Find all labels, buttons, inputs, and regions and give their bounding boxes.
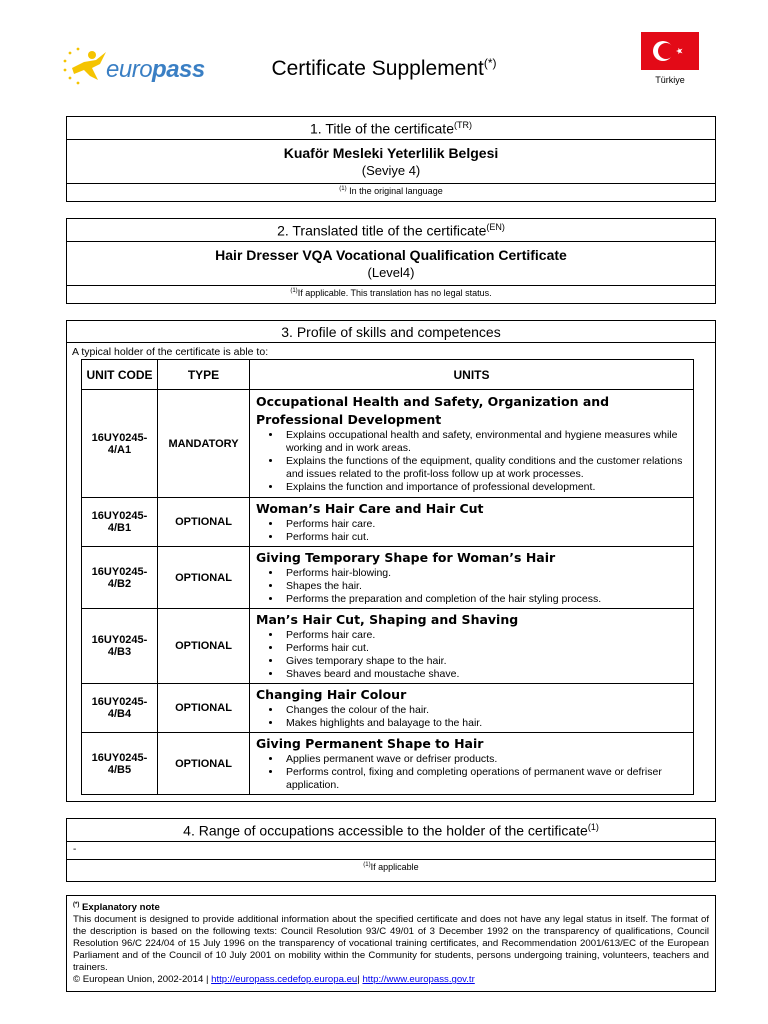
column-header-code: UNIT CODE xyxy=(82,360,158,390)
table-row xyxy=(82,547,694,609)
unit-title: Man’s Hair Cut, Shaping and Shaving xyxy=(256,612,519,627)
europass-wordmark: europass xyxy=(106,56,205,83)
competence-item: • Performs hair care. xyxy=(282,518,687,531)
competence-item: • Shaves beard and moustache shave. xyxy=(282,668,687,681)
footnote: $^{(1)}$If applicable. This translation has no legal status. xyxy=(290,287,492,298)
unit-type: MANDATORY xyxy=(158,390,250,498)
competence-list xyxy=(256,567,687,606)
intro-text: A typical holder of the certificate is able to: xyxy=(72,346,269,358)
certificate-title: Kuaför Mesleki Yeterlilik Belgesi xyxy=(283,144,499,161)
translated-title: Hair Dresser VQA Vocational Qualification Certificate xyxy=(215,246,567,263)
unit-type: OPTIONAL xyxy=(158,609,250,684)
unit-type: OPTIONAL xyxy=(158,547,250,609)
unit-description xyxy=(250,498,694,547)
competence-item: • Makes highlights and balayage to the hair. xyxy=(282,717,687,730)
unit-title: Woman’s Hair Care and Hair Cut xyxy=(256,501,484,516)
competence-item: • Performs hair-blowing. xyxy=(282,567,687,580)
unit-code: 16UY0245-4/B4 xyxy=(82,684,158,733)
table-row xyxy=(82,498,694,547)
unit-code: 16UY0245-4/B1 xyxy=(82,498,158,547)
competence-item: • Explains the function and importance of professional development. xyxy=(282,481,687,494)
table-row xyxy=(82,684,694,733)
unit-type: OPTIONAL xyxy=(158,684,250,733)
unit-code: 16UY0245-4/B3 xyxy=(82,609,158,684)
column-header-type: TYPE xyxy=(158,360,250,390)
translated-level: (Level4) xyxy=(367,264,415,280)
competence-list xyxy=(256,429,687,494)
competence-list xyxy=(256,753,687,792)
competence-item: • Performs the preparation and completion of the hair styling process. xyxy=(282,593,687,606)
unit-description xyxy=(250,547,694,609)
unit-title: Changing Hair Colour xyxy=(256,687,407,702)
occupations-value: - xyxy=(67,842,715,860)
cedefop-link[interactable]: http://europass.cedefop.europa.eu xyxy=(211,974,358,986)
section-certificate-title xyxy=(66,116,716,202)
competence-item: • Performs hair cut. xyxy=(282,642,687,655)
competence-item: • Performs hair care. xyxy=(282,629,687,642)
section-heading: 2. Translated title of the certificate$^{(EN)}$ xyxy=(67,219,715,242)
unit-code: 16UY0245-4/B2 xyxy=(82,547,158,609)
competence-item: • Performs hair cut. xyxy=(282,531,687,544)
section-occupations xyxy=(66,818,716,882)
unit-description xyxy=(250,733,694,795)
competence-item: • Changes the colour of the hair. xyxy=(282,704,687,717)
title-block xyxy=(67,242,715,286)
section-translated-title xyxy=(66,218,716,304)
section-heading: 3. Profile of skills and competences xyxy=(67,321,715,343)
competence-item: • Explains occupational health and safety, environmental and hygiene measures while working and in work areas. xyxy=(282,429,687,455)
unit-code: 16UY0245-4/B5 xyxy=(82,733,158,795)
competence-list xyxy=(256,518,687,544)
competence-list xyxy=(256,704,687,730)
footnote: $^{(1)}$If applicable xyxy=(363,861,419,872)
unit-title: Giving Temporary Shape for Woman’s Hair xyxy=(256,550,556,565)
competence-item: • Gives temporary shape to the hair. xyxy=(282,655,687,668)
table-row xyxy=(82,390,694,498)
column-header-units: UNITS xyxy=(250,360,694,390)
certificate-level: (Seviye 4) xyxy=(361,162,421,178)
section-heading: 1. Title of the certificate$^{(TR)}$ xyxy=(67,117,715,140)
table-row xyxy=(82,609,694,684)
unit-code: 16UY0245-4/A1 xyxy=(82,390,158,498)
page-title: Certificate Supplement(*) xyxy=(271,56,497,80)
unit-title: Occupational Health and Safety, Organization and Professional Development xyxy=(256,394,610,427)
turkey-flag-icon xyxy=(641,32,699,70)
footnote: $^{(1)}$ In the original language xyxy=(339,185,443,196)
title-block xyxy=(67,140,715,184)
explanatory-note xyxy=(66,895,716,992)
competence-item: • Shapes the hair. xyxy=(282,580,687,593)
europass-gov-link[interactable]: http://www.europass.gov.tr xyxy=(362,974,475,986)
skills-table xyxy=(81,359,694,795)
competence-item: • Explains the functions of the equipment, quality conditions and the customer relations and issues related to the profit-loss follow up at work processes. xyxy=(282,455,687,481)
competence-item: • Performs control, fixing and completing operations of permanent wave or defriser application. xyxy=(282,766,687,792)
copyright-line: © European Union, 2002-2014 | http://europass.cedefop.europa.eu| http://www.europass.gov.tr xyxy=(73,974,475,986)
table-row xyxy=(82,733,694,795)
table-header-row xyxy=(82,360,694,390)
unit-title: Giving Permanent Shape to Hair xyxy=(256,736,484,751)
explanatory-body: This document is designed to provide additional information about the specified certificate and does not have any legal status in itself. The format of the description is based on the following texts: Council Resolution 93/C 49/01 of 3 December 1992 on the transparency of qualifications, Council Resolution 96/C 224/04 of 15 July 1996 on the transparency of vocational training certificates, and Recommendation 2001/613/EC of the European Parliament and of the Council of 10 July 2001 on mobility within the Community for students, persons undergoing training, volunteers, teachers and trainers. xyxy=(73,914,709,974)
unit-description xyxy=(250,684,694,733)
explanatory-heading: (*) Explanatory note xyxy=(73,902,160,914)
competence-item: • Applies permanent wave or defriser products. xyxy=(282,753,687,766)
unit-description xyxy=(250,609,694,684)
competence-list xyxy=(256,629,687,681)
unit-type: OPTIONAL xyxy=(158,733,250,795)
country-label: Türkiye xyxy=(655,75,685,85)
unit-description xyxy=(250,390,694,498)
section-heading: 4. Range of occupations accessible to the holder of the certificate$^{(1)}$ xyxy=(67,819,715,842)
unit-type: OPTIONAL xyxy=(158,498,250,547)
